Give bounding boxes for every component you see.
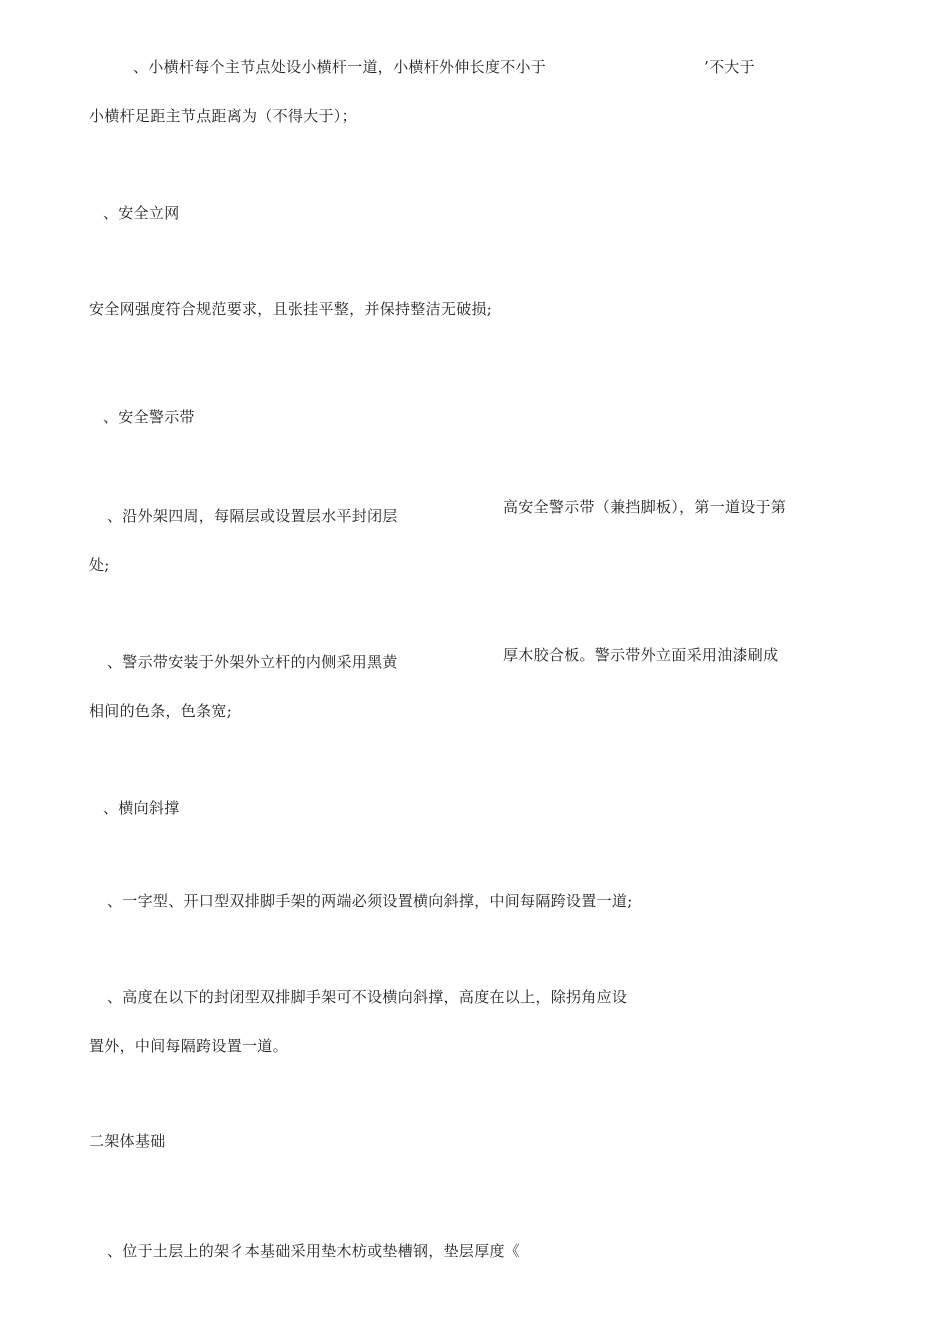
paragraph-transverse-brace-1: 、一字型、开口型双排脚手架的两端必须设置横向斜撑，中间每隔跨设置一道;	[107, 892, 633, 910]
paragraph-warning-tape-2-cont: 相间的色条，色条宽;	[89, 702, 233, 720]
paragraph-warning-tape-1-right: 高安全警示带（兼挡脚板），第一道设于第	[503, 498, 787, 516]
paragraph-warning-tape-1-cont: 处;	[89, 556, 110, 574]
heading-frame-foundation: 二架体基础	[89, 1132, 166, 1150]
paragraph-safety-net: 安全网强度符合规范要求，且张挂平整，并保持整洁无破损;	[89, 300, 493, 318]
paragraph-warning-tape-2-left: 、警示带安装于外架外立杆的内侧采用黑黄	[107, 653, 398, 671]
paragraph-small-crossbar-line2: 小横杆足距主节点距离为（不得大于）；	[89, 107, 357, 125]
paragraph-small-crossbar-line1-tail: ’不大于	[704, 58, 755, 76]
heading-safety-net: 、安全立网	[103, 204, 180, 222]
heading-warning-tape: 、安全警示带	[103, 408, 195, 426]
paragraph-transverse-brace-2-cont: 置外，中间每隔跨设置一道。	[89, 1037, 288, 1055]
heading-transverse-brace: 、横向斜撑	[103, 799, 180, 817]
paragraph-small-crossbar-line1: 、小横杆每个主节点处设小横杆一道，小横杆外伸长度不小于	[133, 58, 547, 76]
paragraph-transverse-brace-2: 、高度在以下的封闭型双排脚手架可不设横向斜撑，高度在以上，除拐角应设	[107, 988, 628, 1006]
paragraph-frame-foundation-1: 、位于土层上的架彳本基础采用垫木枋或垫槽钢，垫层厚度《	[107, 1242, 521, 1260]
paragraph-warning-tape-1-left: 、沿外架四周，每隔层或设置层水平封闭层	[107, 507, 398, 525]
paragraph-warning-tape-2-right: 厚木胶合板。警示带外立面采用油漆刷成	[503, 646, 779, 664]
